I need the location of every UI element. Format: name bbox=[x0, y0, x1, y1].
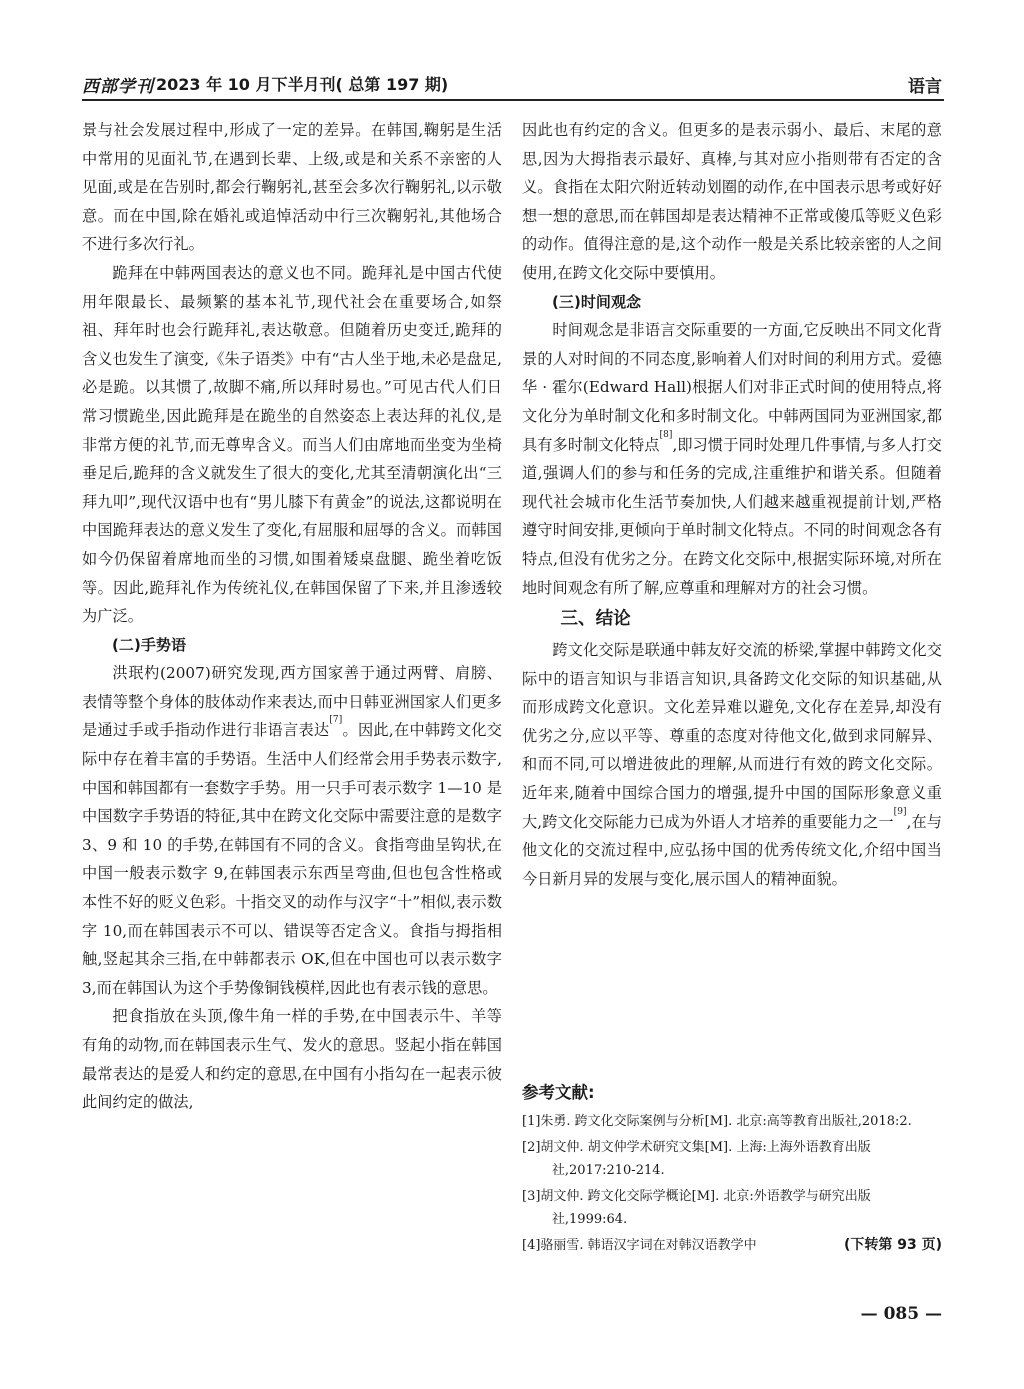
paragraph: 景与社会发展过程中,形成了一定的差异。在韩国,鞠躬是生活中常用的见面礼节,在遇到长辈、上级,或是和关系不亲密的人见面,或是在告别时,都会行鞠躬礼,甚至会多次行鞠躬礼,以示敬意。而在中国,除在婚礼或追悼活动中行三次鞠躬礼,其他场合不进行多次行礼。 bbox=[82, 121, 502, 254]
issue-info: 2023 年 10 月下半月刊( 总第 197 期) bbox=[156, 75, 449, 94]
reference-text: [4]骆丽雪. 韩语汉字词在对韩汉语教学中 bbox=[522, 1237, 757, 1253]
references-title: 参考文献: bbox=[522, 1083, 595, 1102]
paragraph bbox=[82, 659, 502, 1002]
reference-item bbox=[522, 1234, 942, 1258]
paragraph bbox=[522, 316, 942, 602]
paragraph: 把食指放在头顶,像牛角一样的手势,在中国表示牛、羊等有角的动物,而在韩国表示生气、发火的意思。竖起小指在韩国最常表达的是爱人和约定的意思,在中国有小指勾在一起表示彼此间约定的做法, bbox=[82, 1007, 502, 1112]
paragraph bbox=[522, 636, 942, 893]
right-column bbox=[522, 116, 942, 893]
continued-note: (下转第 93 页) bbox=[843, 1236, 942, 1253]
reference-item: [1]朱勇. 跨文化交际案例与分析[M]. 北京:高等教育出版社,2018:2. bbox=[522, 1114, 912, 1129]
text-run: ,即习惯于同时处理几件事情,与多人打交道,强调人们的参与和任务的完成,注重维护和谐关系。但随着现代社会城市化生活节奏加快,人们越来越重视提前计划,严格遵守时间安排,更倾向于单时制文化特点。不同的时间观念各有特点,但没有优劣之分。在跨文化交际中,根据实际环境,对所在地时间观念有所了解,应尊重和理解对方的社会习惯。 bbox=[522, 435, 943, 597]
paragraph: 因此也有约定的含义。但更多的是表示弱小、最后、末尾的意思,因为大拇指表示最好、真棒,与其对应小指则带有否定的含义。食指在太阳穴附近转动划圈的动作,在中国表示思考或好好想一想的意思,而在韩国却是表达精神不正常或傻瓜等贬义色彩的动作。值得注意的是,这个动作一般是关系比较亲密的人之间使用,在跨文化交际中要慎用。 bbox=[522, 121, 942, 282]
text-run: 洪珉杓(2007)研究发现,西方国家善于通过两臂、肩膀、表情等整个身体的肢体动作来表达,而中日韩亚洲国家人们更多是通过手或手指动作进行非语言表达 bbox=[82, 664, 502, 740]
reference-item: [3]胡文仲. 跨文化交际学概论[M]. 北京:外语教学与研究出版社,1999:64. bbox=[522, 1188, 871, 1227]
text-run: 跨文化交际是联通中韩友好交流的桥梁,掌握中韩跨文化交际中的语言知识与非语言知识,具备跨文化交际的知识基础,从而形成跨文化意识。文化差异难以避免,文化存在差异,却没有优劣之分,应以平等、尊重的态度对待他文化,做到求同解异、和而不同,可以增进彼此的理解,从而进行有效的跨文化交际。近年来,随着中国综合国力的增强,提升中国的国际形象意义重大,跨文化交际能力已成为外语人才培养的重要能力之一 bbox=[522, 641, 942, 831]
text-run: 。因此,在中韩跨文化交际中存在着丰富的手势语。生活中人们经常会用手势表示数字,中国和韩国都有一套数字手势。用一只手可表示数字 1—10 是中国数字手势语的特征,其中在跨文化交际中需要注意的是数字 3、9 和 10 的手势,在韩国有不同的含义。食指弯曲呈钩状,在中国一般表示数字 9,在韩国表示东西呈弯曲,但也包含性格或本性不好的贬义色彩。十指交叉的动作与汉字“十”相似,表示数字 10,而在韩国表示不可以、错误等否定含义。食指与拇指相触,竖起其余三指,在中韩都表示 OK,但在中国也可以表示数字 3,而在韩国认为这个手势像铜钱模样,因此也有表示钱的意思。 bbox=[82, 721, 502, 997]
subsection-heading-time: (三)时间观念 bbox=[552, 292, 642, 311]
reference-item: [2]胡文仲. 胡文仲学术研究文集[M]. 上海:上海外语教育出版社,2017:210-214. bbox=[522, 1139, 871, 1178]
citation: [7] bbox=[329, 715, 343, 726]
text-run: 时间观念是非语言交际重要的一方面,它反映出不同文化背景的人对时间的不同态度,影响着人们对时间的利用方式。爱德华 · 霍尔(Edward Hall)根据人们对非正式时间的使用特点,将文化分为单时制文化和多时制文化。中韩两国同为亚洲国家,都具有多时制文化特点 bbox=[522, 321, 942, 454]
section-name: 语言 bbox=[908, 77, 942, 97]
running-header bbox=[82, 68, 944, 100]
paragraph: 跪拜在中韩两国表达的意义也不同。跪拜礼是中国古代使用年限最长、最频繁的基本礼节,现代社会在重要场合,如祭祖、拜年时也会行跪拜礼,表达敬意。但随着历史变迁,跪拜的含义也发生了演变,《朱子语类》中有“古人坐于地,未必是盘足,必是跪。以其惯了,故脚不痛,所以拜时易也。”可见古代人们日常习惯跪坐,因此跪拜是在跪坐的自然姿态上表达拜的礼仪,是非常方便的礼节,而无尊卑含义。而当人们由席地而坐变为坐椅垂足后,跪拜的含义就发生了很大的变化,尤其至清朝演化出“三拜九叩”,现代汉语中也有“男儿膝下有黄金”的说法,这都说明在中国跪拜表达的意义发生了变化,有屈服和屈辱的含义。而韩国如今仍保留着席地而坐的习惯,如围着矮桌盘腿、跪坐着吃饭等。因此,跪拜礼作为传统礼仪,在韩国保留了下来,并且渗透较为广泛。 bbox=[82, 263, 502, 626]
page-number: — 085 — bbox=[860, 1304, 942, 1324]
text-run: ,在与他文化的交流过程中,应弘扬中国的优秀传统文化,介绍中国当今日新月异的发展与变化,展示国人的精神面貌。 bbox=[522, 812, 943, 888]
citation: [9] bbox=[893, 806, 907, 817]
section-heading-conclusion: 三、结论 bbox=[560, 609, 631, 630]
subsection-heading-gesture: (二)手势语 bbox=[112, 635, 187, 654]
journal-logo: 西部学刊 bbox=[82, 77, 154, 97]
header-rule bbox=[82, 99, 944, 101]
references bbox=[522, 1080, 942, 1259]
left-column bbox=[82, 116, 502, 1117]
citation: [8] bbox=[659, 429, 673, 440]
